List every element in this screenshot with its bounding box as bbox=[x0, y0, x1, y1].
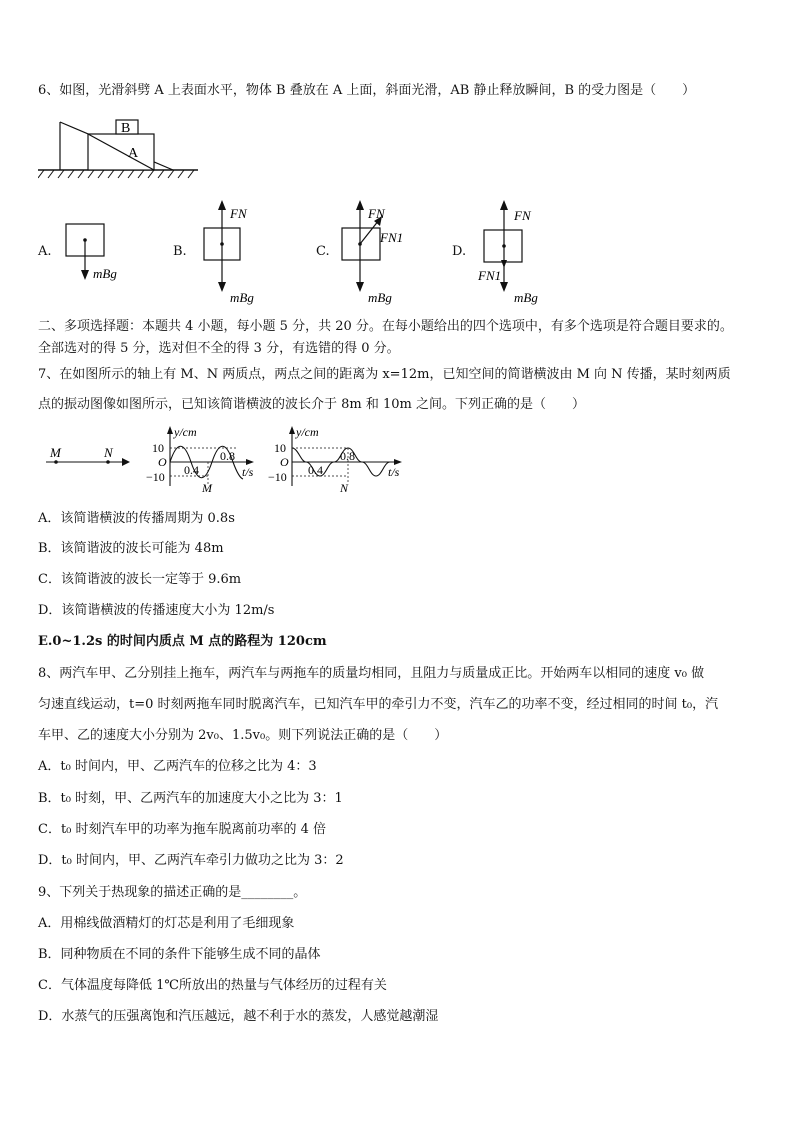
q6-incline-figure bbox=[38, 112, 208, 184]
q7-graph-n bbox=[268, 424, 408, 496]
label-b: B bbox=[121, 121, 131, 136]
q7-option-b: B．该简谐波的波长可能为 48m bbox=[38, 541, 224, 556]
graph-n-t2: 0.8 bbox=[340, 449, 355, 463]
graph-m-xlabel: t/s bbox=[242, 465, 254, 479]
q6-option-c-letter: C. bbox=[316, 244, 330, 259]
graph-m-t1: 0.4 bbox=[184, 463, 199, 477]
graph-n-ymin: −10 bbox=[268, 470, 287, 484]
graph-n-xlabel: t/s bbox=[388, 465, 400, 479]
q6-stem: 6、如图，光滑斜劈 A 上表面水平，物体 B 叠放在 A 上面，斜面光滑，AB 静止释放瞬间，B 的受力图是（ ） bbox=[38, 83, 696, 98]
ground-hatching bbox=[38, 170, 194, 178]
graph-n-ylabel: y/cm bbox=[296, 425, 319, 439]
q6-option-b-diagram bbox=[196, 198, 276, 308]
section2-line1: 二、多项选择题：本题共 4 小题，每小题 5 分，共 20 分。在每小题给出的四个选项中，有多个选项是符合题目要求的。 bbox=[38, 319, 733, 334]
option-a-mbg: mBg bbox=[93, 266, 117, 281]
graph-m-ylabel: y/cm bbox=[174, 425, 197, 439]
graph-n-t1: 0.4 bbox=[308, 463, 323, 477]
q7-line2: 点的振动图像如图所示，已知该简谐横波的波长介于 8m 和 10m 之间。下列正确的是（ ） bbox=[38, 397, 585, 412]
q9-option-c: C．气体温度每降低 1℃所放出的热量与气体经历的过程有关 bbox=[38, 978, 387, 993]
q8-option-a: A．t₀ 时间内，甲、乙两汽车的位移之比为 4：3 bbox=[38, 759, 317, 774]
axis-label-n: N bbox=[104, 446, 113, 460]
q7-option-d: D．该简谐横波的传播速度大小为 12m/s bbox=[38, 603, 275, 618]
q6-option-d-letter: D. bbox=[452, 244, 467, 259]
graph-m-t2: 0.8 bbox=[220, 449, 235, 463]
graph-m-point: M bbox=[202, 481, 212, 495]
option-c-mbg: mBg bbox=[368, 290, 392, 305]
option-b-fn: FN bbox=[230, 206, 247, 221]
q6-option-d-diagram bbox=[476, 198, 566, 308]
q7-graph-m bbox=[146, 424, 258, 496]
q6-option-a-letter: A. bbox=[38, 244, 52, 259]
q8-line3: 车甲、乙的速度大小分别为 2v₀、1.5v₀。则下列说法正确的是（ ） bbox=[38, 728, 448, 743]
graph-n-origin: O bbox=[280, 455, 289, 469]
q8-option-b: B．t₀ 时刻，甲、乙两汽车的加速度大小之比为 3：1 bbox=[38, 791, 343, 806]
section2-line2: 全部选对的得 5 分，选对但不全的得 3 分，有选错的得 0 分。 bbox=[38, 341, 400, 356]
graph-n-ymax: 10 bbox=[274, 441, 286, 455]
q9-option-b: B．同种物质在不同的条件下能够生成不同的晶体 bbox=[38, 947, 321, 962]
graph-m-ymin: −10 bbox=[146, 470, 165, 484]
graph-n-point: N bbox=[340, 481, 349, 495]
q8-line2: 匀速直线运动，t=0 时刻两拖车同时脱离汽车，已知汽车甲的牵引力不变，汽车乙的功率不变，经过相同的时间 t₀，汽 bbox=[38, 697, 719, 712]
q9-stem: 9、下列关于热现象的描述正确的是________。 bbox=[38, 885, 307, 900]
q8-option-d: D．t₀ 时间内，甲、乙两汽车牵引力做功之比为 3：2 bbox=[38, 853, 344, 868]
option-c-fn: FN bbox=[368, 206, 385, 221]
label-a: A bbox=[128, 146, 139, 161]
option-d-mbg: mBg bbox=[514, 290, 538, 305]
q7-line1: 7、在如图所示的轴上有 M、N 两质点，两点之间的距离为 x=12m，已知空间的简谐横波由 M 向 N 传播，某时刻两质 bbox=[38, 367, 731, 382]
option-b-mbg: mBg bbox=[230, 290, 254, 305]
q6-option-a-diagram bbox=[60, 218, 150, 290]
q7-option-e: E.0~1.2s 的时间内质点 M 点的路程为 120cm bbox=[38, 634, 327, 649]
q8-option-c: C．t₀ 时刻汽车甲的功率为拖车脱离前功率的 4 倍 bbox=[38, 822, 327, 837]
graph-m-origin: O bbox=[158, 455, 167, 469]
q6-option-c-diagram bbox=[336, 198, 426, 308]
q9-option-d: D．水蒸气的压强离饱和汽压越远，越不利于水的蒸发，人感觉越潮湿 bbox=[38, 1009, 439, 1024]
axis-label-m: M bbox=[50, 446, 61, 460]
option-d-fn: FN bbox=[514, 208, 531, 223]
q6-option-b-letter: B. bbox=[173, 244, 187, 259]
q7-option-c: C．该简谐波的波长一定等于 9.6m bbox=[38, 572, 242, 587]
q8-line1: 8、两汽车甲、乙分别挂上拖车，两汽车与两拖车的质量均相同，且阻力与质量成正比。开始两车以相同的速度 v₀ 做 bbox=[38, 666, 705, 681]
option-d-fn1: FN1 bbox=[478, 268, 502, 283]
q7-axis-figure bbox=[44, 446, 134, 476]
option-c-fn1: FN1 bbox=[380, 230, 404, 245]
q7-option-a: A．该简谐横波的传播周期为 0.8s bbox=[38, 511, 235, 526]
graph-m-ymax: 10 bbox=[152, 441, 164, 455]
q9-option-a: A．用棉线做酒精灯的灯芯是利用了毛细现象 bbox=[38, 916, 295, 931]
